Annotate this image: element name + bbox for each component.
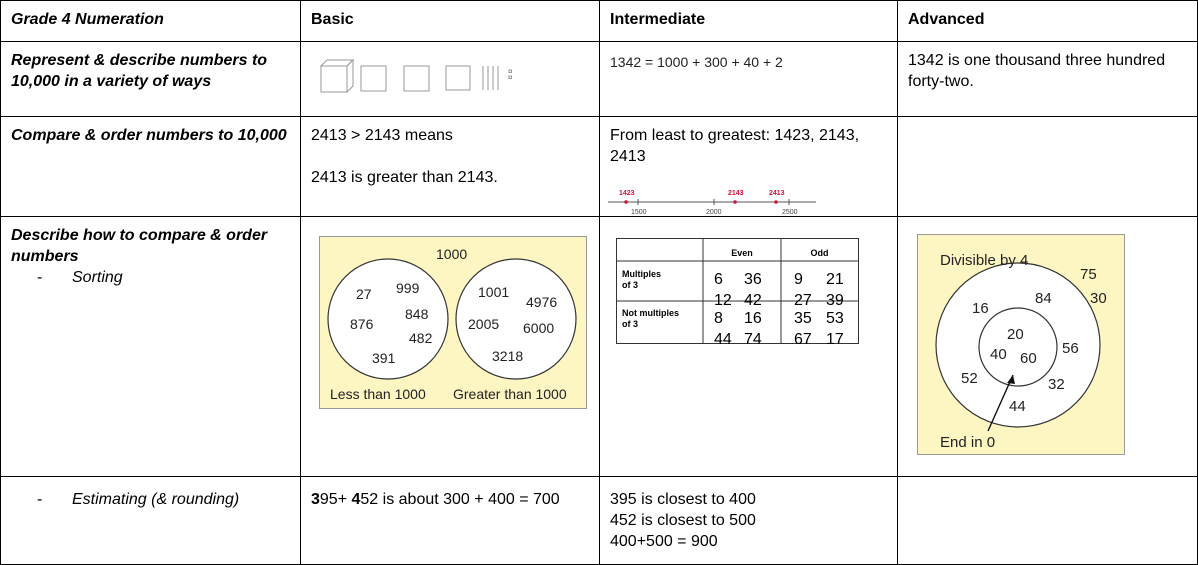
- carroll-col-even: Even: [731, 248, 753, 258]
- nested-svg: [918, 235, 1124, 454]
- nested-num: 60: [1020, 350, 1037, 367]
- venn-num: 27: [356, 286, 372, 302]
- mark-dot-2143: [733, 200, 737, 204]
- nested-num: 52: [961, 370, 978, 387]
- carroll-r1-even: 6 36 12 42: [714, 271, 762, 309]
- outer-label: Divisible by 4: [940, 252, 1029, 269]
- compare-label: Compare & order numbers to 10,000: [1, 117, 301, 217]
- venn-num: 391: [372, 350, 396, 366]
- estimating-dash: -: [37, 491, 43, 508]
- venn-num: 876: [350, 316, 374, 332]
- carroll-row1-label: Multiples of 3: [622, 269, 662, 290]
- estimating-label: Estimating (& rounding): [72, 491, 240, 508]
- header-grade: Grade 4 Numeration: [1, 1, 301, 42]
- base-ten-blocks-image: [319, 58, 529, 98]
- venn-num: 848: [405, 306, 429, 322]
- represent-basic: [301, 42, 600, 117]
- carroll-r2-odd: 35 53 67 17: [794, 310, 844, 348]
- nested-num: 44: [1009, 398, 1026, 415]
- venn-left-caption: Less than 1000: [330, 386, 426, 402]
- row-estimating: [1, 477, 1198, 565]
- mark-label-1423: 1423: [619, 190, 635, 197]
- header-basic: Basic: [301, 1, 600, 42]
- mark-dot-2413: [774, 200, 778, 204]
- estimating-intermediate: [600, 477, 898, 565]
- venn-num: 6000: [523, 320, 555, 336]
- estimating-basic: [301, 477, 600, 565]
- estimating-basic-text: 395+ 452 is about 300 + 400 = 700: [311, 491, 560, 508]
- sorting-intermediate: [600, 217, 898, 477]
- inner-label: End in 0: [940, 434, 996, 451]
- venn-top-label: 1000: [436, 246, 468, 262]
- venn-right-caption: Greater than 1000: [453, 386, 567, 402]
- venn-num: 4976: [526, 294, 558, 310]
- header-advanced: Advanced: [898, 1, 1198, 42]
- describe-label-cell: [1, 217, 301, 477]
- tick-label-2000: 2000: [706, 209, 722, 216]
- nested-diagram: [917, 234, 1125, 455]
- mark-label-2143: 2143: [728, 190, 744, 197]
- estimating-subitem: [37, 489, 292, 510]
- number-line: [608, 187, 828, 217]
- nested-num: 84: [1035, 290, 1052, 307]
- estimating-int-line3: 400+500 = 900: [610, 533, 718, 550]
- carroll-col-odd: Odd: [810, 248, 829, 258]
- carroll-r2-even: 8 16 44 74: [714, 310, 762, 348]
- nested-num: 75: [1080, 266, 1097, 283]
- row-represent: [1, 42, 1198, 117]
- carroll-diagram: [616, 238, 859, 348]
- compare-intermediate: [600, 117, 898, 217]
- row-describe: [1, 217, 1198, 477]
- venn-num: 1001: [478, 284, 510, 300]
- represent-advanced: 1342 is one thousand three hundred forty-two.: [898, 42, 1198, 117]
- estimating-int-line2: 452 is closest to 500: [610, 512, 756, 529]
- compare-basic: [301, 117, 600, 217]
- compare-advanced: [898, 117, 1198, 217]
- nested-num: 30: [1090, 290, 1107, 307]
- sorting-subitem: [37, 267, 292, 288]
- tick-label-1500: 1500: [631, 209, 647, 216]
- sorting-dash: -: [37, 269, 43, 286]
- represent-label: Represent & describe numbers to 10,000 in a variety of ways: [1, 42, 301, 117]
- row-compare: [1, 117, 1198, 217]
- compare-basic-line1: 2413 > 2143 means: [311, 127, 453, 144]
- compare-basic-line2: 2413 is greater than 2143.: [311, 169, 498, 186]
- tick-label-2500: 2500: [782, 209, 798, 216]
- header-row: [1, 1, 1198, 42]
- describe-label: Describe how to compare & order numbers: [11, 227, 268, 265]
- venn-num: 3218: [492, 348, 524, 364]
- carroll-r1-odd: 9 21 27 39: [794, 271, 844, 309]
- nested-num: 32: [1048, 376, 1065, 393]
- mark-label-2413: 2413: [769, 190, 785, 197]
- venn-num: 999: [396, 280, 420, 296]
- nested-num: 40: [990, 346, 1007, 363]
- venn-num: 482: [409, 330, 433, 346]
- carroll-row2-label: Not multiples of 3: [622, 308, 680, 329]
- represent-intermediate: [600, 42, 898, 117]
- estimating-advanced: [898, 477, 1198, 565]
- mark-dot-1423: [624, 200, 628, 204]
- nested-num: 20: [1007, 326, 1024, 343]
- header-intermediate: Intermediate: [600, 1, 898, 42]
- nested-num: 56: [1062, 340, 1079, 357]
- venn-svg: [320, 237, 586, 408]
- expanded-form: 1342 = 1000 + 300 + 40 + 2: [610, 54, 783, 70]
- sorting-basic: [301, 217, 600, 477]
- venn-num: 2005: [468, 316, 500, 332]
- order-text: From least to greatest: 1423, 2143, 2413: [610, 127, 860, 165]
- sorting-label: Sorting: [72, 269, 123, 286]
- sorting-advanced: [898, 217, 1198, 477]
- estimating-label-cell: [1, 477, 301, 565]
- nested-num: 16: [972, 300, 989, 317]
- venn-diagram: [319, 236, 587, 409]
- estimating-int-line1: 395 is closest to 400: [610, 491, 756, 508]
